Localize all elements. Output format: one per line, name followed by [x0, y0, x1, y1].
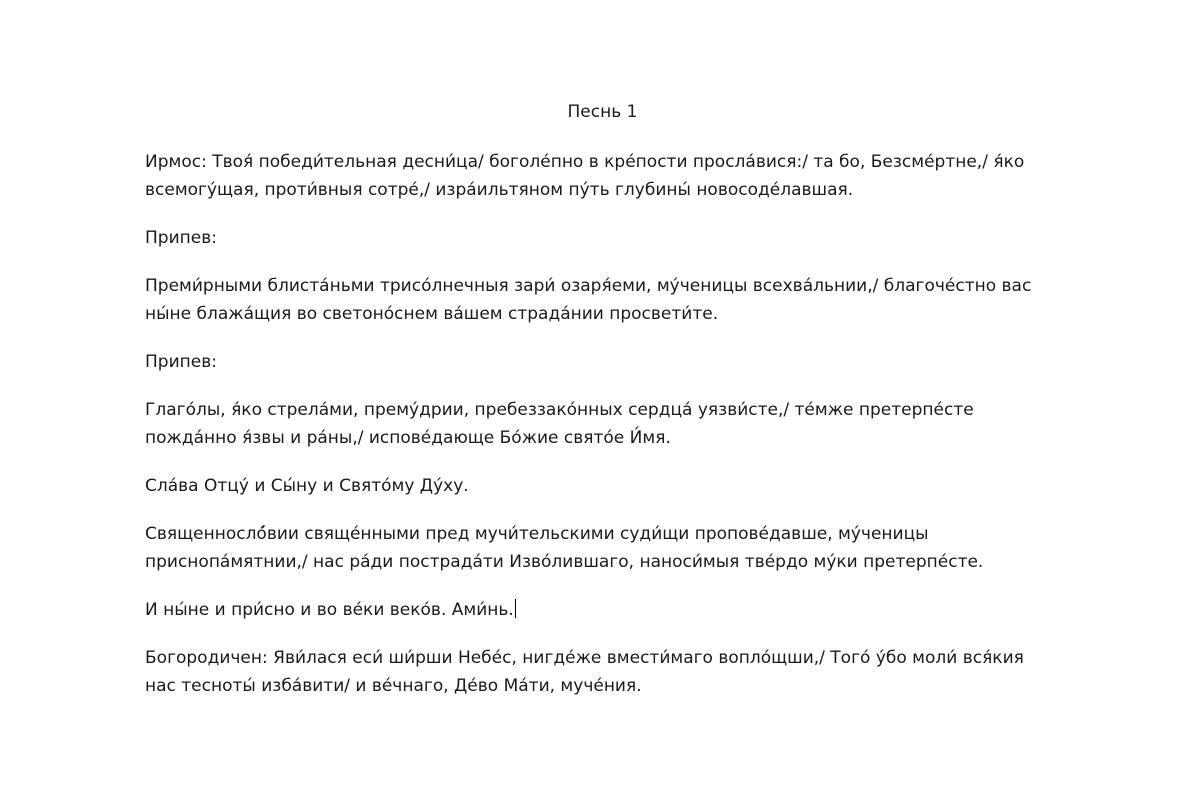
paragraph-line: Богородичен: Яви́лася еси́ ши́рши Небе́с, нигде́же вмести́маго вопло́щши,/ Того́ у́бо моли́ вся́кия [145, 648, 1024, 668]
paragraph-line: Священнослó́вии свяще́нными пред мучи́тельскими суди́щи пропове́давше, му́ченицы [145, 524, 929, 544]
paragraph-line: пожда́нно я́звы и ра́ны,/ испове́дающе Бо́жие свято́е И́мя. [145, 428, 671, 448]
paragraph-line: Припев: [145, 352, 217, 372]
paragraph-line: Ирмос: Твоя́ победи́тельная десни́ца/ боголе́пно в кре́пости просла́вися:/ та бо, Безсме́ртне,/ я́ко [145, 152, 1025, 172]
paragraph-troparion-1 [145, 272, 1135, 328]
paragraph-line-text: И ны́не и при́сно и во ве́ки веко́в. Ами́нь. [145, 600, 514, 620]
paragraph-irmos [145, 148, 1135, 204]
paragraph-troparion-2 [145, 396, 1135, 452]
paragraph-line: всемогу́щая, проти́вныя сотре́,/ изра́ильтяном пу́ть глубины́ новосоде́лавшая. [145, 180, 854, 200]
paragraph-line: нас тесноты́ изба́вити/ и ве́чнаго, Де́во Ма́ти, муче́ния. [145, 676, 642, 696]
paragraph-line: приснопа́мятнии,/ нас ра́ди пострада́ти Изво́лившаго, наноси́мыя тве́рдо му́ки претерпе́сте. [145, 552, 984, 572]
paragraph-line: Припев: [145, 228, 217, 248]
paragraph-line: ны́не блажа́щия во светоно́снем ва́шем страда́нии просвети́те. [145, 304, 719, 324]
section-heading-text: Песнь 1 [567, 102, 638, 122]
paragraph-glory [145, 472, 1135, 500]
section-heading [0, 98, 1060, 126]
text-cursor [515, 599, 516, 618]
paragraph-line [145, 596, 1135, 624]
paragraph-line: Сла́ва Отцу́ и Сы́ну и Свято́му Ду́ху. [145, 476, 469, 496]
paragraph-refrain [145, 348, 1135, 376]
paragraph-refrain [145, 224, 1135, 252]
paragraph-now-and-ever [145, 596, 1135, 624]
paragraph-troparion-3 [145, 520, 1135, 576]
paragraph-line: Преми́рными блиста́ньми трисо́лнечныя зари́ озаря́еми, му́ченицы всехва́льнии,/ благоче́стно вас [145, 276, 1032, 296]
paragraph-line: Глаго́лы, я́ко стрела́ми, прему́дрии, пребеззако́нных сердца́ уязви́сте,/ те́мже претерпе́сте [145, 400, 974, 420]
paragraph-theotokion [145, 644, 1135, 700]
document-body[interactable] [145, 98, 1135, 720]
